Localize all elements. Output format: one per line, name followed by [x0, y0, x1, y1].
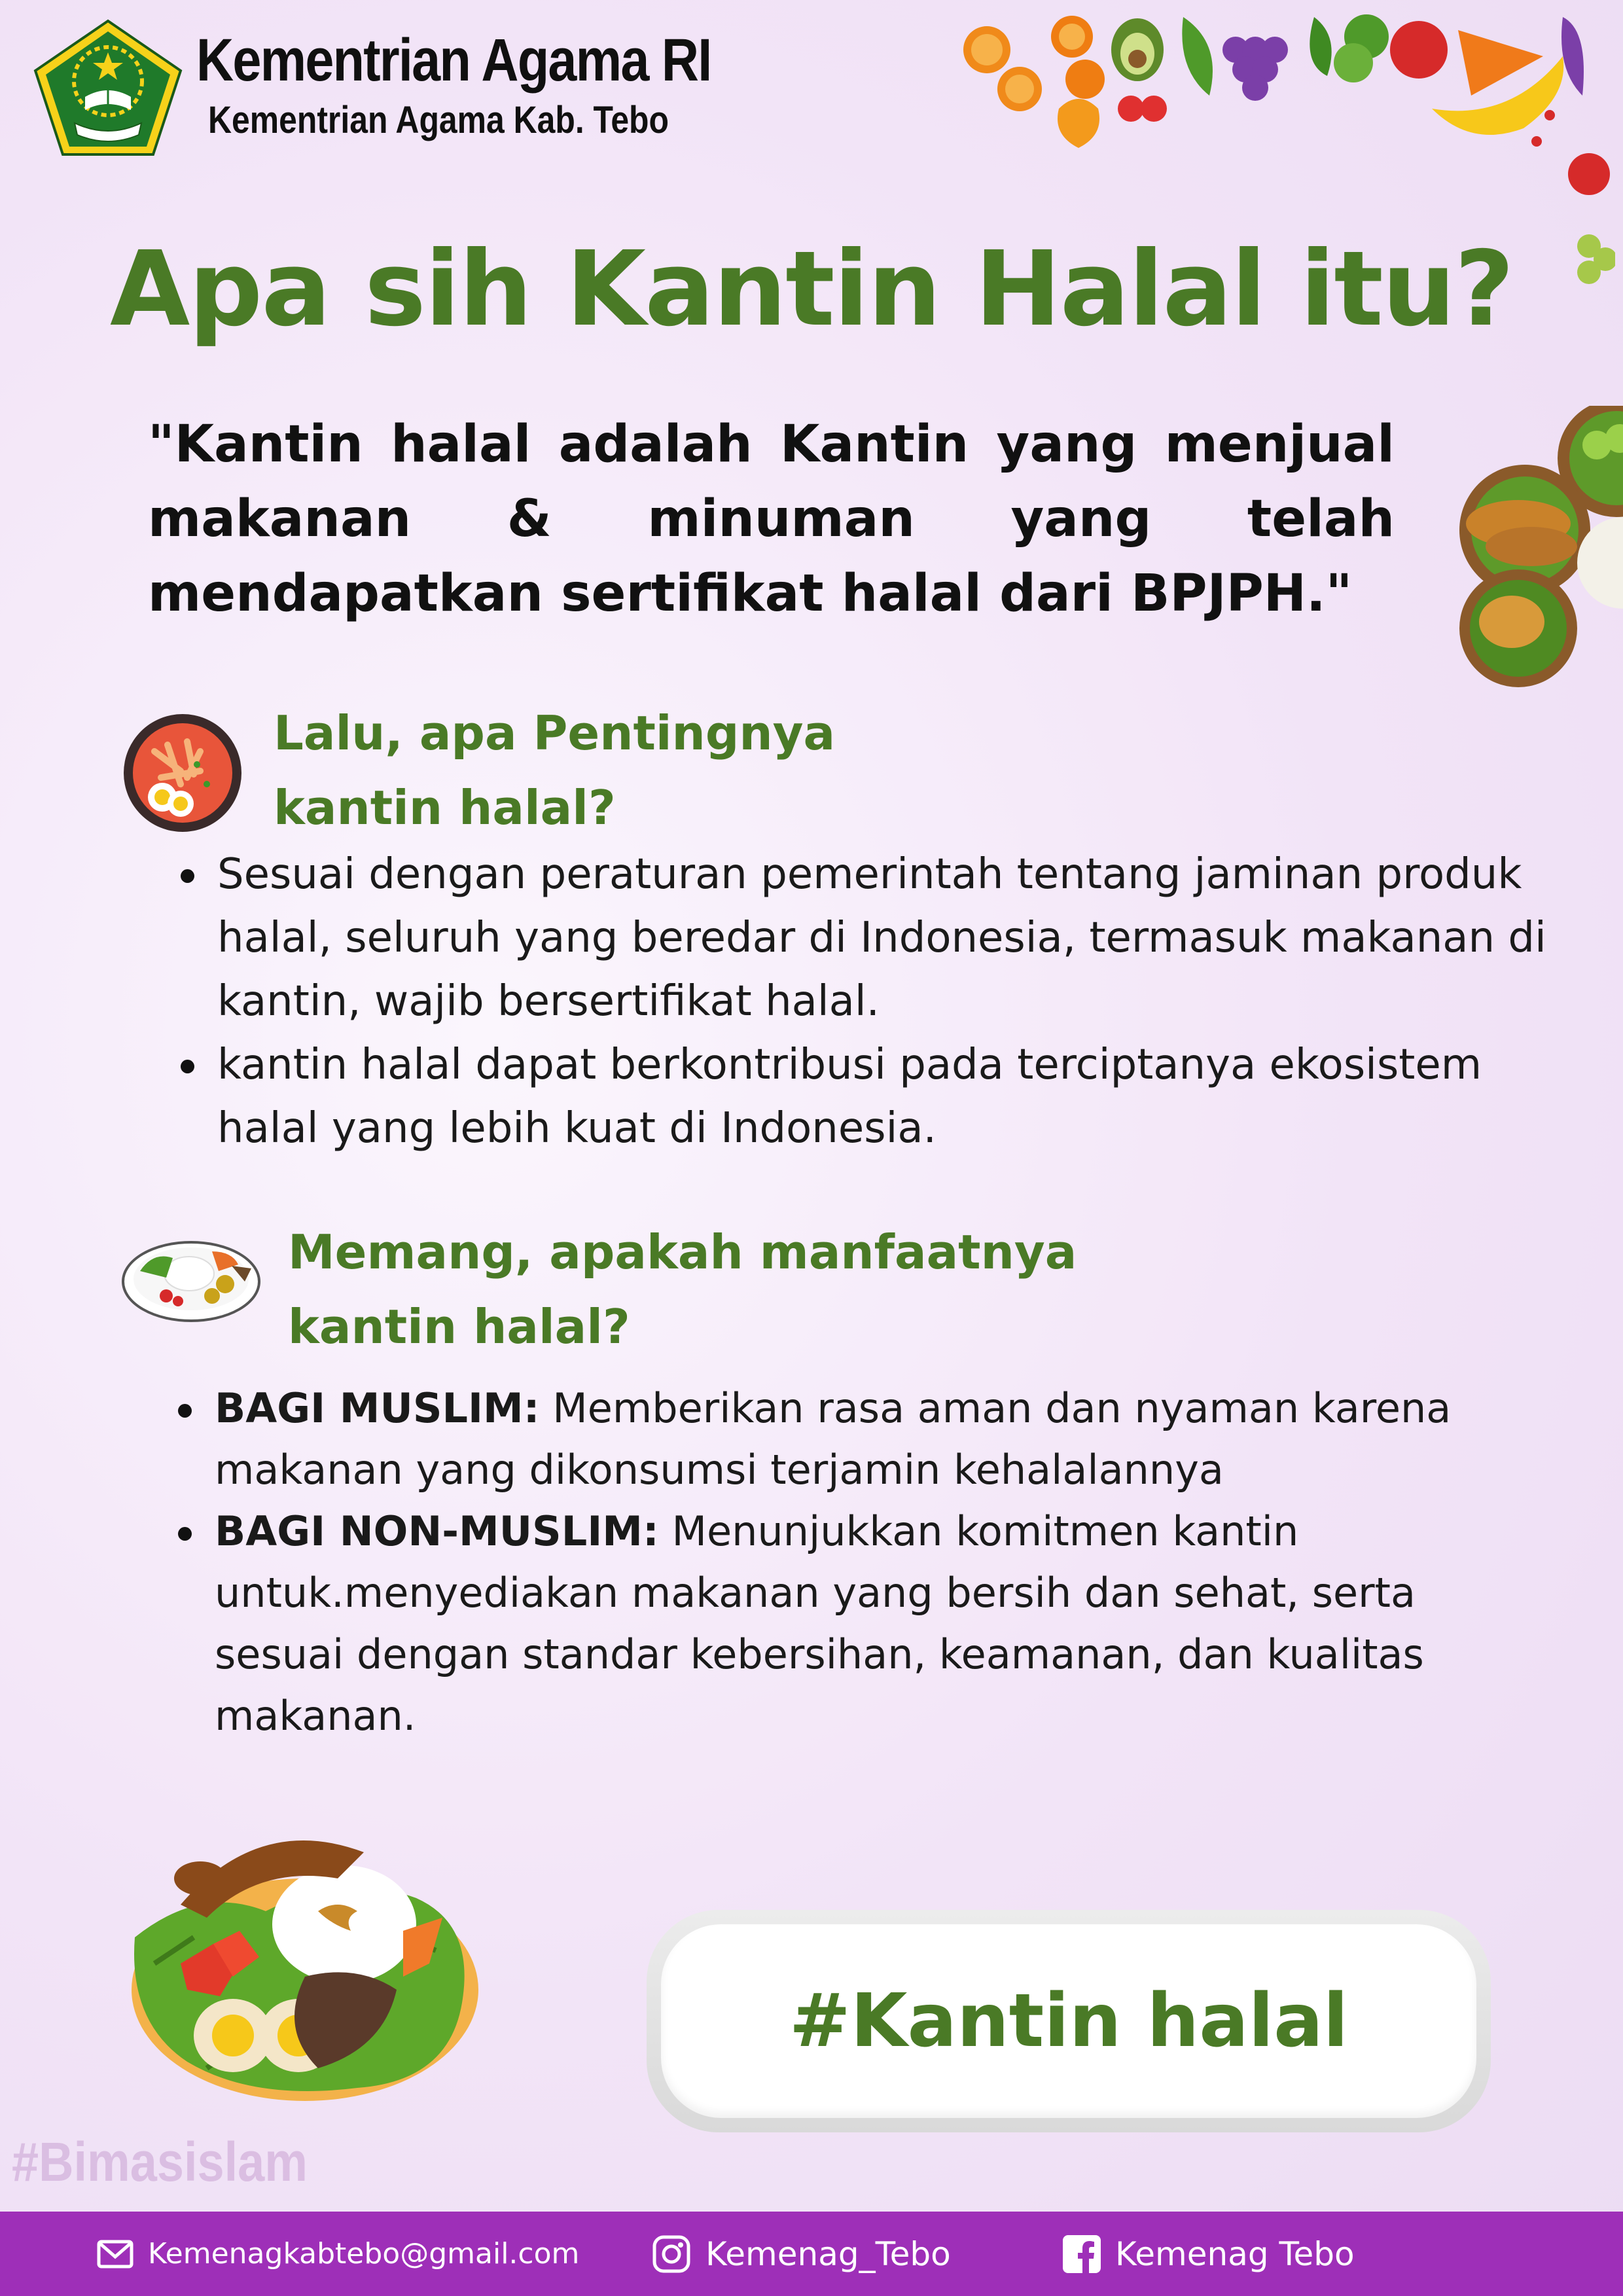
section1-title-line2: kantin halal? — [274, 780, 616, 835]
main-title: Apa sih Kantin Halal itu? — [109, 229, 1514, 350]
section2-title-line1: Memang, apakah manfaatnya — [288, 1225, 1077, 1280]
watermark: #Bimasislam — [12, 2131, 308, 2193]
rice-plate-icon — [120, 1225, 262, 1325]
section2-list — [215, 1378, 1524, 1747]
footer — [0, 2212, 1623, 2296]
org-subtitle: Kementrian Agama Kab. Tebo — [208, 99, 669, 141]
footer-facebook[interactable] — [1063, 2212, 1355, 2296]
footer-instagram[interactable] — [652, 2212, 951, 2296]
footer-email[interactable] — [97, 2212, 579, 2296]
noodle-bowl-icon — [122, 712, 243, 834]
intro-quote: "Kantin halal adalah Kantin yang menjual makanan & minuman yang telah mendapatkan sertifikat halal dari BPJPH." — [148, 415, 1395, 623]
list-item — [215, 1378, 1524, 1501]
section1-list — [217, 843, 1578, 1160]
kemenag-logo — [31, 18, 185, 157]
bullet-label: BAGI NON-MUSLIM: — [215, 1507, 659, 1555]
hashtag-button[interactable] — [647, 1910, 1491, 2132]
fried-fish-plates-illustration — [1446, 406, 1623, 694]
list-item: Sesuai dengan peraturan pemerintah tentang jaminan produk halal, seluruh yang beredar di Indonesia, termasuk makanan di kantin, wajib bersertifikat halal. — [217, 843, 1578, 1033]
section1-title-line1: Lalu, apa Pentingnya — [274, 706, 836, 761]
bullet-text: Memberikan rasa aman dan nyaman karena makanan yang dikonsumsi terjamin kehalalannya — [215, 1384, 1452, 1494]
org-title: Kementrian Agama RI — [196, 27, 711, 94]
facebook-icon — [1063, 2235, 1101, 2273]
list-item: kantin halal dapat berkontribusi pada terciptanya ekosistem halal yang lebih kuat di Indonesia. — [217, 1033, 1578, 1160]
section2-title — [288, 1215, 1139, 1364]
hashtag-button-inner — [661, 1924, 1476, 2118]
section1-title — [274, 696, 993, 845]
hashtag-label: #Kantin halal — [789, 1979, 1349, 2064]
instagram-icon — [652, 2234, 691, 2274]
footer-facebook-text: Kemenag Tebo — [1115, 2234, 1355, 2273]
footer-instagram-text: Kemenag_Tebo — [705, 2234, 951, 2273]
bullet-label: BAGI MUSLIM: — [215, 1384, 540, 1432]
section2-title-line2: kantin halal? — [288, 1299, 630, 1354]
nasi-liwet-illustration — [128, 1833, 495, 2108]
list-item — [215, 1501, 1524, 1747]
bullet-text: Menunjukkan komitmen kantin untuk.menyediakan makanan yang bersih dan sehat, serta sesuai dengan standar kebersihan, keamanan, dan kualitas makanan. — [215, 1507, 1424, 1740]
mail-icon — [97, 2240, 134, 2269]
footer-email-text: Kemenagkabtebo@gmail.com — [148, 2237, 580, 2270]
